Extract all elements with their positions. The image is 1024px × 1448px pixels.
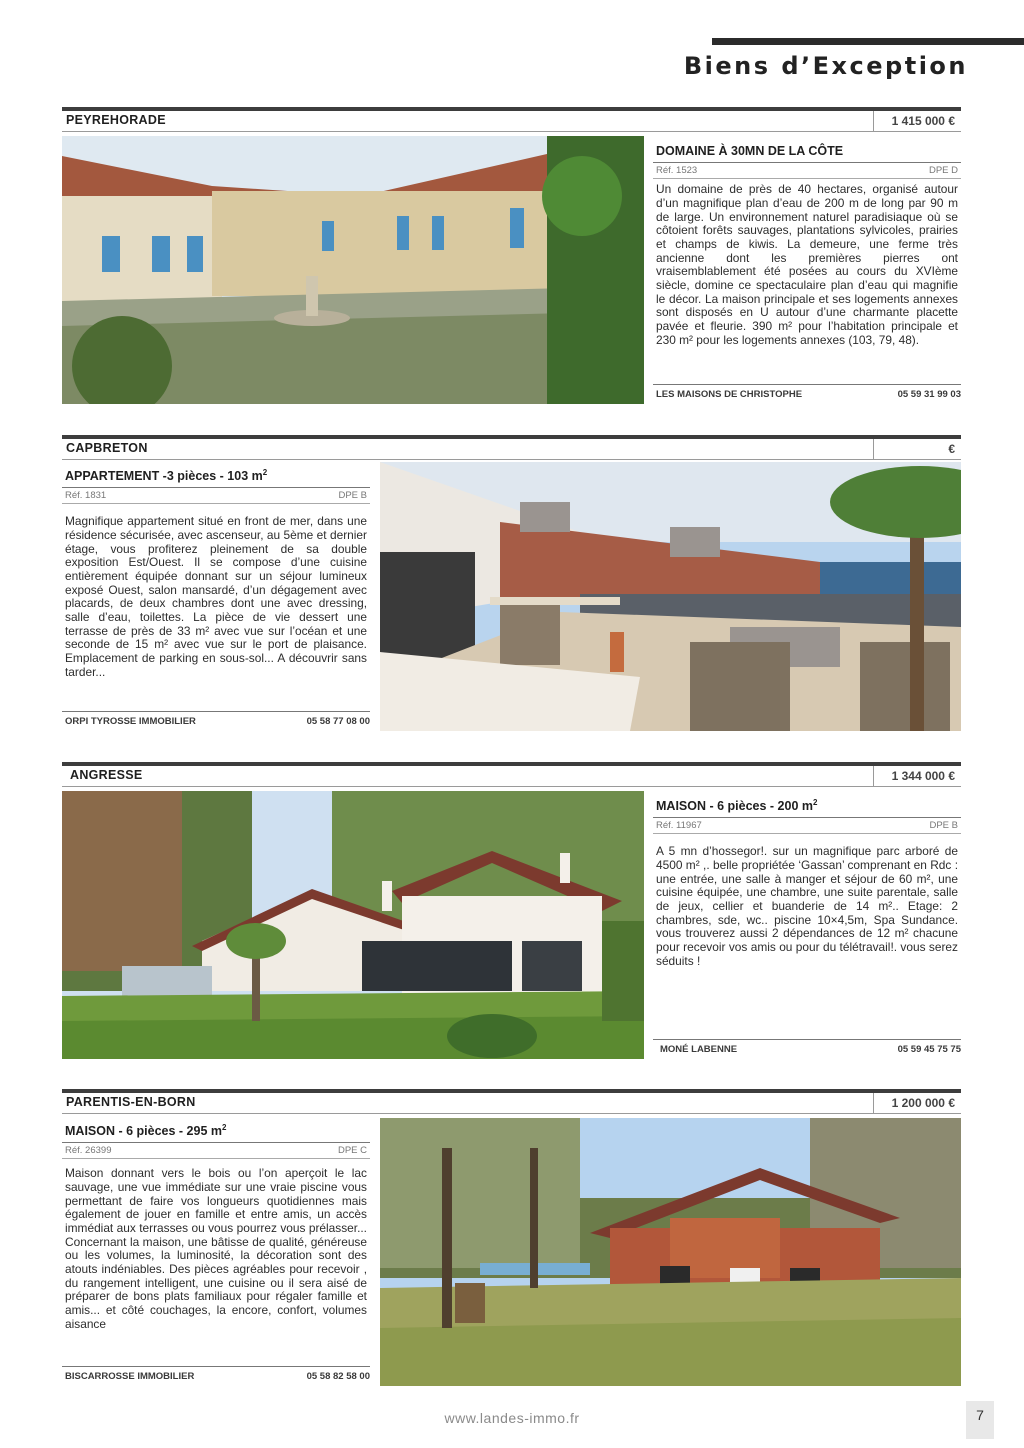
agency-footer: [62, 711, 370, 731]
property-type: MAISON - 6 pièces - 295 $m^2$: [62, 1116, 370, 1143]
agency-name: BISCARROSSE IMMOBILIER: [65, 1371, 195, 1382]
listing-peyrehorade: [62, 107, 961, 404]
listing-price: €: [873, 439, 961, 460]
dpe-rating: DPE C: [337, 1145, 367, 1157]
listing-rule: [62, 762, 961, 766]
reference: Réf. 1523: [656, 165, 698, 177]
listing-rule: [62, 1089, 961, 1093]
agency-phone[interactable]: 05 59 31 99 03: [897, 389, 961, 400]
site-url[interactable]: www.landes-immo.fr: [444, 1410, 580, 1426]
listing-info: [62, 461, 370, 731]
agency-name: LES MAISONS DE CHRISTOPHE: [656, 389, 803, 400]
agency-footer: [653, 1039, 961, 1059]
listing-city: ANGRESSE: [70, 768, 143, 782]
listing-divider: [62, 459, 961, 460]
reference: Réf. 26399: [65, 1145, 112, 1157]
dpe-rating: DPE D: [928, 165, 958, 177]
agency-footer: [62, 1366, 370, 1386]
agency-footer: [653, 384, 961, 404]
property-type: MAISON - 6 pièces - 200 $m^2$: [653, 791, 961, 818]
listing-rule: [62, 107, 961, 111]
listing-rule: [62, 435, 961, 439]
description: Magnifique appartement situé en front de mer, dans une résidence sécurisée, avec ascenseur, au 5ème et dernier étage, vous profiterez pleinement de sa double exposition Est/Ouest. Il se compose d’une cuisine entièrement équipée donnant sur un séjour lumineux exposé Ouest, salon mansardé, d’un dégagement avec placards, de deux chambres dont une avec dressing, salle d’eau, toilettes. La pièce de vie dessert une terrasse de près de 33 m² avec vue sur l’océan et une seconde de 15 m² avec vue sur le port de plaisance. Emplacement de parking en sous-sol... A découvrir sans tarder...: [65, 514, 367, 679]
listing-angresse: [62, 762, 961, 1059]
listing-photo: [380, 1118, 961, 1386]
ref-row: [62, 488, 370, 504]
listing-city: PARENTIS-EN-BORN: [66, 1095, 196, 1109]
agency-name: MONÉ LABENNE: [660, 1044, 738, 1055]
agency-name: ORPI TYROSSE IMMOBILIER: [65, 716, 196, 727]
listing-photo: [62, 136, 644, 404]
listing-divider: [62, 786, 961, 787]
page-number: 7: [966, 1401, 994, 1439]
listing-photo: [62, 791, 644, 1059]
listing-city: PEYREHORADE: [66, 113, 166, 127]
description: A 5 mn d’hossegor!. sur un magnifique parc arboré de 4500 m² ,. belle propriétée ‘Gassan’ comprenant en Rdc : une entrée, une salle à manger et séjour de 60 m², une cuisine équipée, une chambre, une suite parentale, salle de jeux, cellier et buanderie de 14 m².. Etage: 2 chambres, sde, wc.. piscine 10×4,5m, Spa Sundance. vous trouverez aussi 2 dépendances de 12 m² chacune pour recevoir vos amis ou pour du télétravail!. vous serez séduits !: [656, 844, 958, 968]
listing-city: CAPBRETON: [66, 441, 148, 455]
property-type: APPARTEMENT -3 pièces - 103 $m^2$: [62, 461, 370, 488]
dpe-rating: DPE B: [929, 820, 958, 832]
reference: Réf. 1831: [65, 490, 107, 502]
listing-price: 1 200 000 €: [873, 1093, 961, 1114]
listing-divider: [62, 1113, 961, 1114]
description: Maison donnant vers le bois ou l’on aperçoit le lac sauvage, une vue immédiate sur une vraie piscine vous permettant de faire vos longueurs quotidiennes mais également de jouer en famille et entre amis, un accès immédiat aux terrasses ou vous pourrez vous prélasser... Concernant la maison, une bâtisse de qualité, généreuse ou les volumes, la luminosité, la décoration sont des atouts indéniables. Des pièces agréables pour recevoir , du rangement intelligent, une cuisine ou il sera aisé de préparer de bons plats familiaux pour régaler famille et amis... et côté couchages, la encore, confort, volumes aisance: [65, 1166, 367, 1331]
page-title: Biens d’Exception: [683, 52, 968, 80]
listing-info: [62, 1116, 370, 1386]
listing-divider: [62, 131, 961, 132]
listing-price: 1 344 000 €: [873, 766, 961, 787]
listing-photo: [380, 462, 961, 731]
ref-row: [653, 818, 961, 834]
property-type: DOMAINE À 30MN DE LA CÔTE: [653, 136, 961, 163]
listing-price: 1 415 000 €: [873, 111, 961, 132]
dpe-rating: DPE B: [338, 490, 367, 502]
reference: Réf. 11967: [656, 820, 702, 832]
ref-row: [62, 1143, 370, 1159]
listing-info: [653, 791, 961, 1059]
header-rule: [712, 38, 1024, 45]
agency-phone[interactable]: 05 58 82 58 00: [306, 1371, 370, 1382]
listing-info: [653, 136, 961, 404]
listing-parentis-en-born: [62, 1089, 961, 1387]
agency-phone[interactable]: 05 58 77 08 00: [306, 716, 370, 727]
ref-row: [653, 163, 961, 179]
description: Un domaine de près de 40 hectares, organisé autour d’un magnifique plan d’eau de 200 m de long par 90 m de large. Un environnement naturel paradisiaque où se côtoient forêts sauvages, plantations sylvicoles, prairies et champs de kiwis. La demeure, une ferme très ancienne dont les premières pierres ont vraisemblablement été posées au cours du XVIème siècle, domine ce spectaculaire plan d’eau qui magnifie le décor. La maison principale et ses logements annexes sont disposés en U autour d’une charmante placette pavée et fleurie. 390 m² pour l’habitation principale et 230 m² pour les logements annexes (103, 79, 48).: [656, 182, 958, 347]
listing-capbreton: [62, 435, 961, 732]
agency-phone[interactable]: 05 59 45 75 75: [897, 1044, 961, 1055]
